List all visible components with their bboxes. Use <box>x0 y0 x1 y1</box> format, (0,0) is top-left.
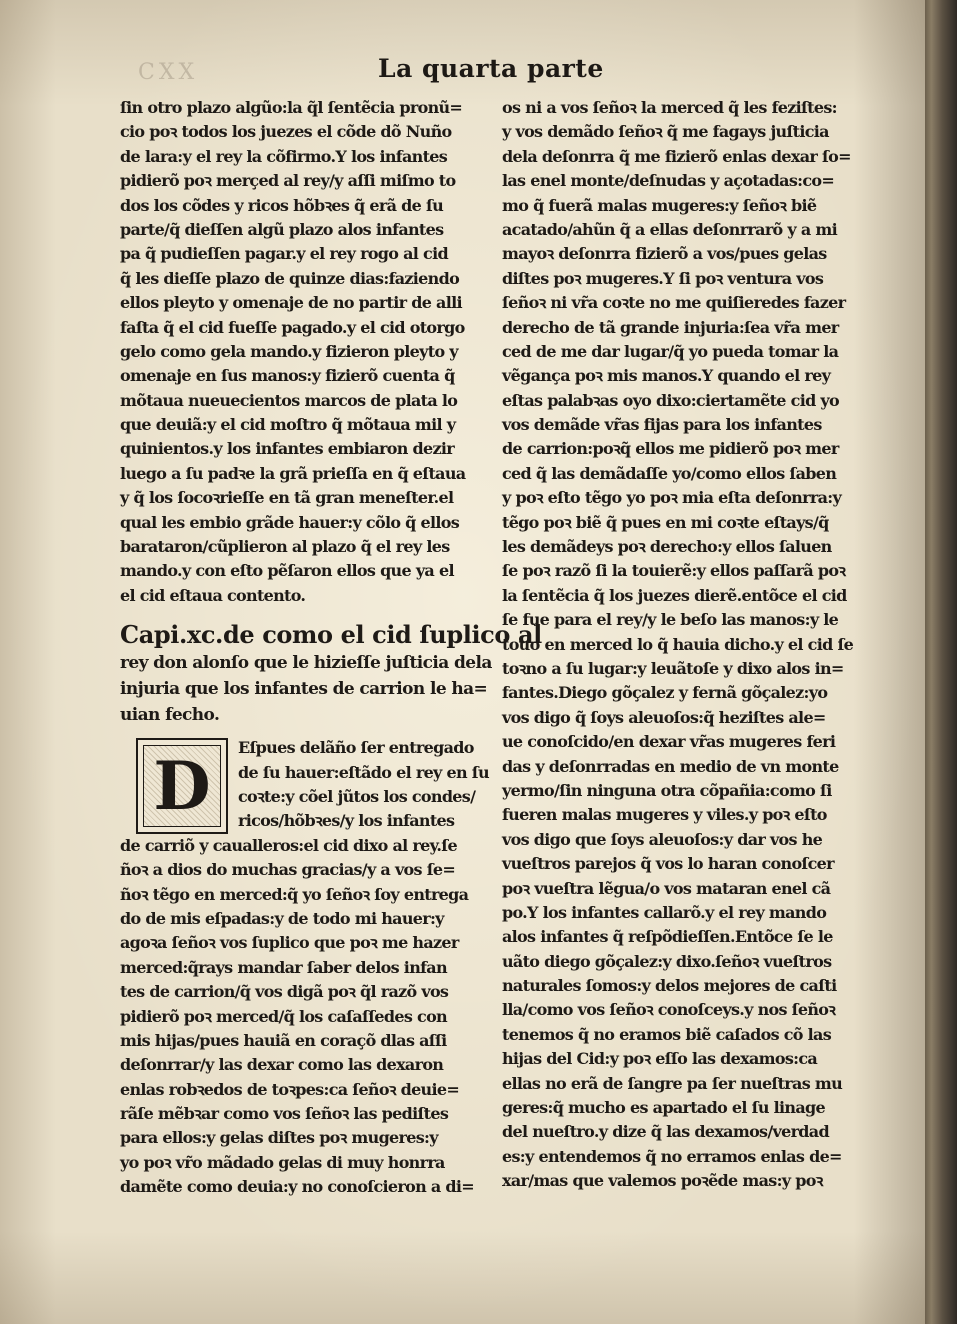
text-line: agoꝛa ſeñoꝛ vos ſuplico que poꝛ me hazer <box>120 933 459 953</box>
text-line: fueren malas mugeres y viles.y poꝛ eſto <box>502 805 827 825</box>
initial-block <box>120 736 494 1199</box>
text-line: q̃ les dieſſe plazo de quinze dias:faziendo <box>120 268 460 288</box>
text-line: acatado/ahũn q̃ a ellas deſonrrarõ y a mi <box>502 219 838 239</box>
text-line: lla/como vos ſeñoꝛ conoſceys.y nos ſeñoꝛ <box>502 1000 836 1020</box>
text-line: mo q̃ fuerã malas mugeres:y ſeñoꝛ biẽ <box>502 195 817 215</box>
text-line: fantes.Diego gõçalez y fernã gõçalez:yo <box>502 683 828 703</box>
decorated-initial <box>136 738 228 834</box>
text-line: quinientos.y los infantes embiaron dezir <box>120 439 455 459</box>
text-line: ced q̃ las demãdaſſe yo/como ellos ſaben <box>502 463 837 483</box>
text-line: dela deſonrra q̃ me fizierõ enlas dexar ſo= <box>502 146 851 166</box>
text-line: deſonrrar/y las dexar como las dexaron <box>120 1055 444 1075</box>
initial-letter: D <box>153 747 211 826</box>
text-line: parte/q̃ dieſſen algũ plazo alos infantes <box>120 219 444 239</box>
text-line: ced de me dar lugar/q̃ yo pueda tomar la <box>502 341 839 361</box>
chapter-heading <box>120 620 542 728</box>
text-line: merced:q̃rays mandar ſaber delos infan <box>120 957 447 977</box>
text-line: yermo/ſin ninguna otra cõpañia:como ſi <box>502 780 832 800</box>
text-line: tenemos q̃ no eramos biẽ caſados cõ las <box>502 1024 832 1044</box>
text-line: la ſentẽcia q̃ los juezes dierẽ.entõce el cid <box>502 585 847 605</box>
faint-folio-number: CXX <box>138 60 199 85</box>
text-line: vos demãde vr̃as fijas para los infantes <box>502 415 822 435</box>
text-line: dos los cõdes y ricos hõbꝛes q̃ erã de ſu <box>120 195 444 215</box>
text-line: vueſtros parejos q̃ vos lo haran conoſcer <box>502 854 834 874</box>
text-line: poꝛ vueſtra lẽgua/o vos mataran enel cã <box>502 878 831 898</box>
text-line: geres:q̃ mucho es apartado el ſu linage <box>502 1098 825 1118</box>
text-line: tẽgo poꝛ biẽ q̃ pues en mi coꝛte eſtays/q̃ <box>502 512 829 532</box>
chapter-heading-line: injuria que los infantes de carrion le ha= <box>120 679 488 700</box>
text-line: para ellos:y gelas diſtes poꝛ mugeres:y <box>120 1128 438 1148</box>
text-line: ricos/hõbꝛes/y los infantes <box>238 811 455 831</box>
text-line: mis hijas/pues hauiã en coraçõ dlas aſſi <box>120 1030 447 1050</box>
text-line: mõtaua nueuecientos marcos de plata lo <box>120 390 458 410</box>
text-line: mayoꝛ deſonrra fizierõ a vos/pues gelas <box>502 244 827 264</box>
text-line: pidierõ poꝛ merced/q̃ los caſaſſedes con <box>120 1006 447 1026</box>
text-line: Eſpues delãño ſer entregado <box>238 738 474 758</box>
text-line: de carrion:poꝛq̃ ellos me pidierõ poꝛ mer <box>502 439 839 459</box>
text-line: alos infantes q̃ reſpõdieſſen.Entõce ſe le <box>502 927 833 947</box>
text-line: ſeñoꝛ ni vr̃a coꝛte no me quiſieredes fazer <box>502 293 846 313</box>
text-line: el cid eſtaua contento. <box>120 585 306 605</box>
text-line: diſtes poꝛ mugeres.Y ſi poꝛ ventura vos <box>502 268 824 288</box>
text-line: luego a ſu padꝛe la grã prieſſa en q̃ eſtaua <box>120 463 466 483</box>
text-line: les demãdeys poꝛ derecho:y ellos ſaluen <box>502 537 832 557</box>
text-line: ſe poꝛ razõ ſi la touierẽ:y ellos paſſarã poꝛ <box>502 561 846 581</box>
text-line: ue conoſcido/en dexar vr̃as mugeres feri <box>502 732 836 752</box>
text-line: os ni a vos ſeñoꝛ la merced q̃ les feziſtes: <box>502 98 837 117</box>
text-line: vos digo que ſoys aleuoſos:y dar vos he <box>502 829 823 849</box>
text-line: ellas no erã de ſangre pa ſer nueſtras mu <box>502 1073 843 1093</box>
running-head: La quarta parte <box>378 54 604 83</box>
right-text-block <box>502 96 860 1194</box>
text-line: de ſu hauer:eſtãdo el rey en ſu <box>238 762 489 782</box>
text-line: omenaje en ſus manos:y fizierõ cuenta q̃ <box>120 366 455 386</box>
right-column <box>502 96 860 1194</box>
chapter-heading-line: rey don alonſo que le hizieſſe juſticia dela <box>120 653 492 674</box>
text-line: de carriõ y caualleros:el cid dixo al rey.ſe <box>120 835 457 855</box>
text-line: las enel monte/deſnudas y açotadas:co= <box>502 171 835 191</box>
text-line: es:y entendemos q̃ no erramos enlas de= <box>502 1146 842 1166</box>
text-line: damẽte como deuia:y no conoſcieron a di= <box>120 1177 475 1197</box>
text-line: rãſe mẽbꝛar como vos ſeñoꝛ las pediſtes <box>120 1104 449 1124</box>
text-line: ñoꝛ a dios do muchas gracias/y a vos ſe= <box>120 860 456 880</box>
text-line: ñoꝛ tẽgo en merced:q̃ yo ſeñoꝛ ſoy entrega <box>120 884 469 904</box>
text-line: enlas robꝛedos de toꝛpes:ca ſeñoꝛ deuie= <box>120 1079 460 1099</box>
text-line: ſe fue para el rey/y le beſo las manos:y le <box>502 610 839 630</box>
text-line: tes de carrion/q̃ vos digã poꝛ q̃l razõ vos <box>120 982 449 1002</box>
text-line: que deuiã:y el cid moſtro q̃ mõtaua mil y <box>120 415 456 435</box>
text-line: gelo como gela mando.y fizieron pleyto y <box>120 341 458 361</box>
text-line: del nueſtro.y dize q̃ las dexamos/verdad <box>502 1122 829 1142</box>
text-line: qual les embio grãde hauer:y cõlo q̃ ellos <box>120 512 460 532</box>
text-line: barataron/cũplieron al plazo q̃ el rey les <box>120 537 450 557</box>
text-line: vos digo q̃ ſoys aleuoſos:q̃ heziſtes ale= <box>502 707 826 727</box>
text-line: mando.y con eſto pẽſaron ellos que ya el <box>120 561 454 581</box>
text-line: das y deſonrradas en medio de vn monte <box>502 756 839 776</box>
text-line: y poꝛ eſto tẽgo yo poꝛ mia eſta deſonrra:y <box>502 488 842 508</box>
text-line: do de mis eſpadas:y de todo mi hauer:y <box>120 908 444 928</box>
text-line: de lara:y el rey la cõfirmo.Y los infantes <box>120 146 448 166</box>
chapter-heading-line: Capi.xc.de como el cid ſuplico al <box>120 620 542 650</box>
text-line: pidierõ poꝛ merçed al rey/y aſſi miſmo to <box>120 171 456 191</box>
text-line: pa q̃ pudieſſen pagar.y el rey rogo al cid <box>120 244 448 264</box>
text-line: vẽgança poꝛ mis manos.Y quando el rey <box>502 366 831 386</box>
text-line: toꝛno a ſu lugar:y leuãtoſe y dixo alos in= <box>502 658 844 678</box>
text-line: uãto diego gõçalez:y dixo.ſeñoꝛ vueſtros <box>502 951 832 971</box>
text-line: naturales ſomos:y delos mejores de caſti <box>502 976 837 996</box>
text-line: derecho de tã grande injuria:ſea vr̃a mer <box>502 317 839 337</box>
left-text-block <box>120 96 494 608</box>
text-line: touo en merced lo q̃ hauia dicho.y el cid ſe <box>502 634 854 654</box>
text-line: cio poꝛ todos los juezes el cõde dõ Nuño <box>120 122 452 142</box>
text-line: faſta q̃ el cid fueſſe pagado.y el cid otorgo <box>120 317 465 337</box>
text-line: y q̃ los ſocoꝛrieſſe en tã gran meneſter.el <box>120 488 454 508</box>
chapter-heading-line: uian fecho. <box>120 705 220 726</box>
text-line: ſin otro plazo algũo:la q̃l ſentẽcia pronũ= <box>120 98 463 117</box>
text-line: ellos pleyto y omenaje de no partir de alli <box>120 293 462 313</box>
left-column <box>120 96 542 1200</box>
text-line: y vos demãdo ſeñoꝛ q̃ me fagays juſticia <box>502 122 829 142</box>
text-line: po.Y los infantes callarõ.y el rey mando <box>502 902 827 922</box>
text-line: hijas del Cid:y poꝛ eſſo las dexamos:ca <box>502 1049 818 1069</box>
text-line: eſtas palabꝛas oyo dixo:ciertamẽte cid yo <box>502 390 839 410</box>
text-line: yo poꝛ vr̃o mãdado gelas di muy honrra <box>120 1152 445 1172</box>
book-binding-edge <box>925 0 957 1324</box>
text-line: coꝛte:y cõel jũtos los condes/ <box>238 786 476 806</box>
text-line: xar/mas que valemos poꝛẽde mas:y poꝛ <box>502 1171 823 1191</box>
